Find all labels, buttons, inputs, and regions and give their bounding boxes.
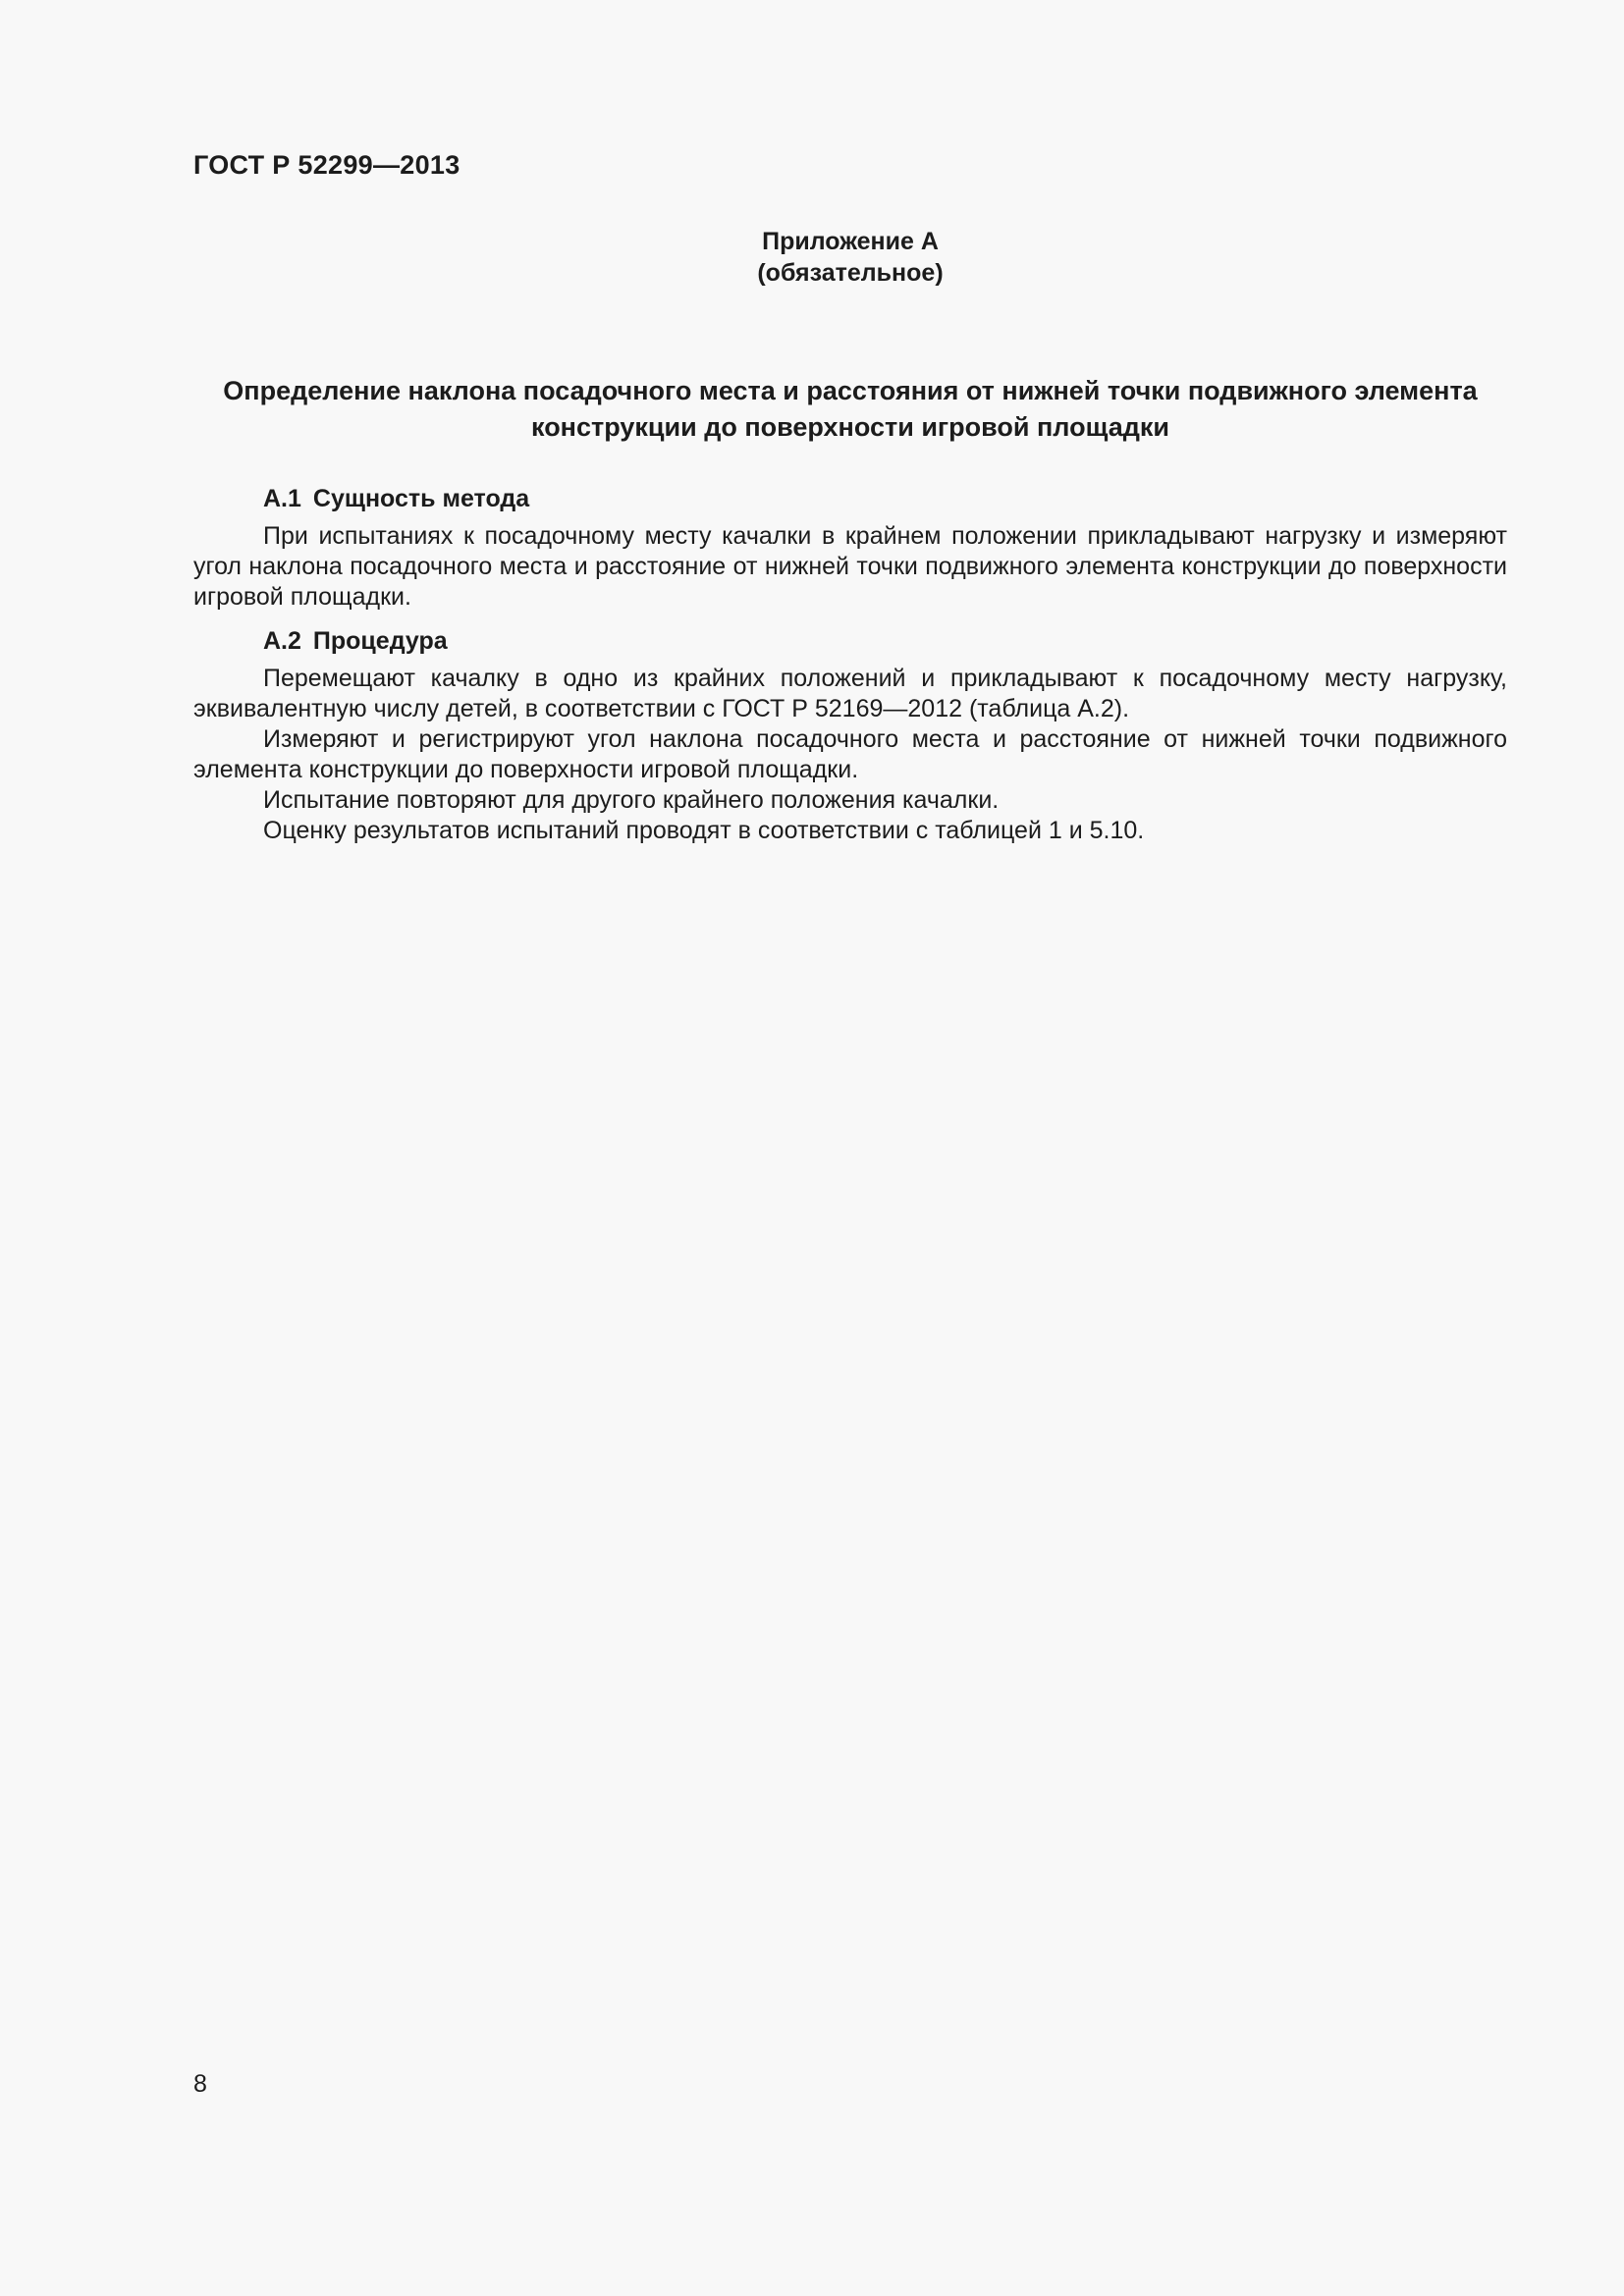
appendix-title-line-2: конструкции до поверхности игровой площадки	[531, 412, 1169, 442]
appendix-title-line-1: Определение наклона посадочного места и расстояния от нижней точки подвижного элемента	[223, 376, 1478, 405]
paragraph: Оценку результатов испытаний проводят в соответствии с таблицей 1 и 5.10.	[263, 817, 1145, 844]
paragraph: Измеряют и регистрируют угол наклона посадочного места и расстояние от нижней точки подвижного элемента конструкции до поверхности игровой площадки.	[193, 725, 1507, 783]
paragraph: Перемещают качалку в одно из крайних положений и прикладывают к посадочному месту нагрузку, эквивалентную числу детей, в соответствии с ГОСТ Р 52169—2012 (таблица А.2).	[193, 665, 1507, 722]
section-title: Процедура	[312, 627, 448, 655]
section-spacer	[193, 613, 1507, 626]
document-code: ГОСТ Р 52299—2013	[193, 150, 460, 180]
appendix-status: (обязательное)	[757, 259, 944, 287]
document-body	[193, 484, 1507, 846]
paragraph: Испытание повторяют для другого крайнего положения качалки.	[263, 786, 1000, 814]
page-number: 8	[193, 2070, 207, 2098]
appendix-label: Приложение А	[762, 228, 939, 255]
section-number: А.2	[263, 627, 301, 655]
section-a2	[193, 626, 1507, 846]
section-number: А.1	[263, 485, 301, 512]
section-a1	[193, 484, 1507, 613]
section-heading	[193, 484, 1507, 514]
appendix-title	[193, 373, 1507, 446]
section-title: Сущность метода	[312, 485, 530, 512]
section-heading	[193, 626, 1507, 657]
paragraph: При испытаниях к посадочному месту качалки в крайнем положении прикладывают нагрузку и измеряют угол наклона посадочного места и расстояние от нижней точки подвижного элемента конструкции до поверхности игровой площадки.	[193, 522, 1507, 611]
appendix-heading	[193, 226, 1507, 289]
